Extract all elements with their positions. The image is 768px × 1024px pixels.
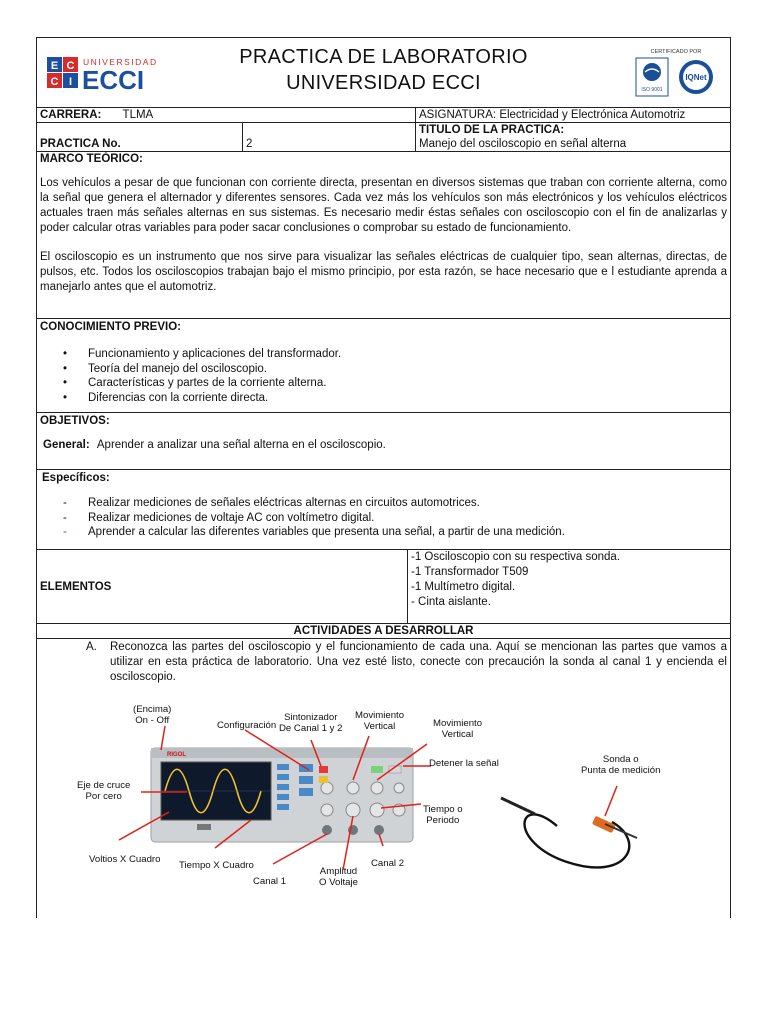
logo-university-text: UNIVERSIDAD xyxy=(83,57,158,67)
objetivo-general xyxy=(40,439,727,451)
label-on-off-text: (Encima) On - Off xyxy=(133,704,172,726)
objetivos-heading: OBJETIVOS: xyxy=(40,415,110,427)
asignatura-label: ASIGNATURA: xyxy=(419,109,497,121)
especifico-item: - Realizar mediciones de voltaje AC con voltímetro digital. xyxy=(63,511,375,524)
objetivos-section xyxy=(37,412,730,469)
titulo-label: TITULO DE LA PRACTICA: xyxy=(419,124,565,136)
elementos-table xyxy=(37,549,730,624)
oscilloscope-figure xyxy=(37,692,730,919)
label-mov-vertical-2-text: Movimiento Vertical xyxy=(433,718,483,740)
elemento-item: - Cinta aislante. xyxy=(411,596,491,608)
title-line-1: PRACTICA DE LABORATORIO xyxy=(239,46,528,68)
label-sonda xyxy=(581,754,660,776)
label-detener-text: Detener la señal xyxy=(429,758,499,769)
cert-label: CERTIFICADO POR xyxy=(650,49,702,55)
label-canal-1-text: Canal 1 xyxy=(253,876,287,887)
scope-brand: RIGOL xyxy=(167,752,186,758)
titulo-value: Manejo del osciloscopio en señal alterna xyxy=(419,138,627,150)
label-tiempo-cuadro xyxy=(179,860,254,871)
label-configuracion-text: Configuración xyxy=(217,720,277,731)
certification-seals xyxy=(632,47,720,101)
practica-value-cell xyxy=(243,123,416,152)
especifico-item: - Realizar mediciones de señales eléctricas alternas en circuitos automotrices. xyxy=(63,497,480,509)
label-movimiento-vertical-1 xyxy=(355,710,404,732)
general-text: Aprender a analizar una señal alterna en el osciloscopio. xyxy=(96,439,386,451)
label-tiempo-periodo-text: Tiempo o Periodo xyxy=(423,804,463,826)
title-line-2: UNIVERSIDAD ECCI xyxy=(286,72,481,94)
general-label: General: xyxy=(43,439,90,451)
actividad-a xyxy=(37,639,730,685)
especificos-label: Específicos: xyxy=(42,472,110,484)
previo-heading: CONOCIMIENTO PREVIO: xyxy=(40,321,181,333)
elemento-item: -1 Multímetro digital. xyxy=(411,581,516,593)
label-on-off xyxy=(133,704,171,726)
carrera-value: TLMA xyxy=(122,109,154,121)
label-eje-cruce xyxy=(77,780,130,802)
marco-teorico-section xyxy=(37,152,730,318)
logo-tile-c2: C xyxy=(50,76,59,88)
label-canal-1 xyxy=(253,876,286,887)
practica-label: PRACTICA No. xyxy=(40,138,121,150)
label-voltios-cuadro-text: Voltios X Cuadro xyxy=(89,854,161,865)
marco-paragraph-2: El osciloscopio es un instrumento que nos sirve para visualizar las señales eléctricas de cualquier tipo, sean alternas, directas, de pulsos, etc. Todos los osciloscopios trabajan bajo el mismo principio, por esta razón, se hace necesario que e l estudiante aprenda a manejarlo antes que el automotriz. xyxy=(40,251,727,293)
actividades-heading: ACTIVIDADES A DESARROLLAR xyxy=(37,624,730,639)
especificos-list xyxy=(40,496,727,540)
label-tiempo-periodo xyxy=(423,804,463,826)
carrera-cell xyxy=(37,108,416,123)
especifico-text: Realizar mediciones de señales eléctricas alternas en circuitos automotrices. xyxy=(88,497,480,509)
previo-item: • Teoría del manejo del osciloscopio. xyxy=(40,362,727,377)
cert-badge-iso: ISO 9001 xyxy=(641,87,663,93)
elementos-label: ELEMENTOS xyxy=(40,580,112,593)
sheet-header xyxy=(37,38,730,107)
label-configuracion xyxy=(217,720,276,731)
label-mov-vertical-1-text: Movimiento Vertical xyxy=(355,710,405,732)
especifico-item: - Aprender a calcular las diferentes variables que presenta una señal, a partir de una medición. xyxy=(63,526,565,539)
marco-paragraph-1: Los vehículos a pesar de que funcionan con corriente directa, presentan en diversos sistemas que traban con corriente alterna, como la señal que genera el alternador y diferentes sensores. Cada vez más los vehículos son más electrónicos y los vehículos eléctricos actuales traen más señales alternas en sus sistemas. Es necesario medir éstas señales con osciloscopio con el fin de analizarlas y poder calcular otras variables para poder sacar conclusiones o comprobar su estado de funcionamiento. xyxy=(40,177,727,234)
label-detener-senal xyxy=(429,758,499,769)
especifico-text: Realizar mediciones de voltaje AC con voltímetro digital. xyxy=(88,511,375,524)
label-amplitud-text: Amplitud O Voltaje xyxy=(319,866,358,888)
asignatura-value: Electricidad y Electrónica Automotriz xyxy=(499,109,686,121)
label-sintonizador xyxy=(279,712,342,734)
lab-practice-sheet xyxy=(36,37,731,918)
label-movimiento-vertical-2 xyxy=(433,718,482,740)
logo-tile-c1: C xyxy=(66,60,75,72)
carrera-label: CARRERA: xyxy=(40,109,102,121)
conocimiento-previo-section xyxy=(37,318,730,412)
elemento-item: -1 Osciloscopio con su respectiva sonda. xyxy=(411,551,621,563)
label-sintonizador-text: Sintonizador De Canal 1 y 2 xyxy=(279,712,343,734)
label-eje-cruce-text: Eje de cruce Por cero xyxy=(77,780,131,802)
previo-item: • Diferencias con la corriente directa. xyxy=(40,391,727,406)
label-canal-2 xyxy=(371,858,404,869)
asignatura-cell xyxy=(416,108,731,123)
label-tiempo-cuadro-text: Tiempo X Cuadro xyxy=(179,860,254,871)
sheet-title xyxy=(37,44,730,96)
practica-value: 2 xyxy=(246,138,253,150)
previo-item: • Funcionamiento y aplicaciones del transformador. xyxy=(40,347,727,362)
titulo-cell xyxy=(416,123,731,152)
logo-ecci-text: ECCI xyxy=(82,65,145,95)
practica-label-cell xyxy=(37,123,243,152)
course-info-table xyxy=(37,107,730,152)
elementos-label-cell xyxy=(37,550,408,624)
cert-badge-iqnet: IQNet xyxy=(685,73,707,82)
label-sonda-text: Sonda o Punta de medición xyxy=(581,754,661,776)
actividad-letter: A. xyxy=(86,641,97,653)
label-amplitud xyxy=(319,866,358,888)
label-voltios-cuadro xyxy=(89,854,160,865)
logo-tile-e: E xyxy=(50,60,59,72)
previo-item: • Características y partes de la corriente alterna. xyxy=(40,376,727,391)
objetivos-especificos-section xyxy=(37,469,730,549)
actividad-text: Reconozca las partes del osciloscopio y el funcionamiento de cada una. Aquí se mencionan las partes que vamos a utilizar en esta práctica de laboratorio. Una vez esté listo, conecte con precaución la sonda al canal 1 y encienda el osciloscopio. xyxy=(110,641,727,683)
elemento-item: -1 Transformador T509 xyxy=(411,566,529,578)
label-canal-2-text: Canal 2 xyxy=(371,858,405,869)
marco-heading: MARCO TEÓRICO: xyxy=(40,153,143,165)
previo-list xyxy=(40,347,727,405)
especifico-text: Aprender a calcular las diferentes variables que presenta una señal, a partir de una medición. xyxy=(88,526,565,539)
logo-tile-i: I xyxy=(68,76,73,88)
elementos-list-cell xyxy=(408,550,731,624)
